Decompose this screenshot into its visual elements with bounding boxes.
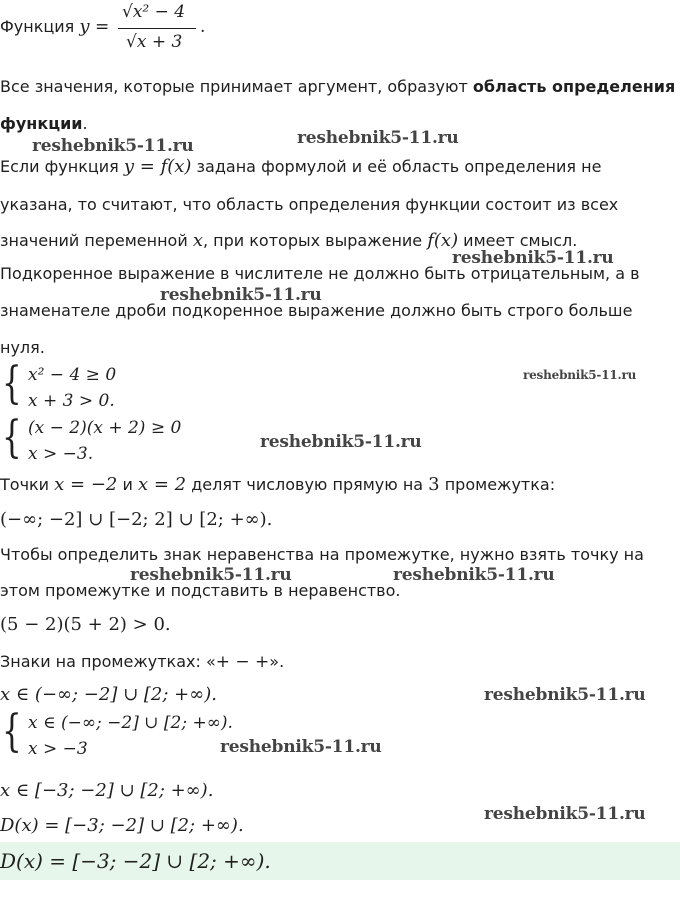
paragraph-6: знаменателе дроби подкоренное выражение должно быть строго больше	[0, 301, 633, 320]
system2-brace: {	[2, 706, 22, 757]
paragraph-1b	[0, 113, 88, 135]
fraction-bar	[118, 28, 196, 29]
paragraph-5: Подкоренное выражение в числителе не должно быть отрицательным, а в	[0, 264, 640, 283]
points-math3: 3	[428, 474, 440, 495]
paragraph-2	[0, 156, 601, 178]
intervals: (−∞; −2] ∪ [−2; 2] ∪ [2; +∞).	[0, 509, 273, 530]
solution-2: x ∈ [−3; −2] ∪ [2; +∞).	[0, 780, 214, 801]
system1-line1: x² − 4 ≥ 0	[28, 365, 117, 385]
signs-math: + − +	[215, 652, 270, 672]
system1-brace-bottom: {	[2, 412, 22, 463]
solution-1: x ∈ (−∞; −2] ∪ [2; +∞).	[0, 684, 217, 705]
points-text-c: делят числовую прямую на	[186, 475, 429, 494]
system1-brace-top: {	[2, 358, 22, 409]
p1-text: Все значения, которые принимает аргумент, образуют	[0, 77, 473, 96]
watermark: reshebnik5-11.ru	[32, 136, 194, 156]
system2-line1: x ∈ (−∞; −2] ∪ [2; +∞).	[28, 713, 233, 733]
watermark: reshebnik5-11.ru	[297, 128, 459, 148]
sign-text-1: Чтобы определить знак неравенства на промежутке, нужно взять точку на	[0, 545, 644, 564]
p1-bold2: функции	[0, 114, 83, 133]
paragraph-1	[0, 76, 675, 98]
signs-text-a: Знаки на промежутках: «	[0, 652, 216, 671]
p4-text-a: значений переменной	[0, 231, 193, 250]
test-inequality: (5 − 2)(5 + 2) > 0.	[0, 614, 171, 635]
watermark: reshebnik5-11.ru	[160, 285, 322, 305]
watermark: reshebnik5-11.ru	[484, 804, 646, 824]
points-sentence	[0, 474, 555, 496]
paragraph-3: указана, то считают, что область определения функции состоит из всех	[0, 195, 619, 214]
system2-line2: x > −3	[28, 739, 88, 759]
fraction-denominator: √x + 3	[126, 32, 183, 52]
paragraph-7: нуля.	[0, 338, 45, 357]
fraction-numerator: √x² − 4	[122, 2, 186, 22]
p4-math: x	[192, 230, 203, 251]
sign-text-2: этом промежутке и подставить в неравенство.	[0, 581, 401, 600]
watermark: reshebnik5-11.ru	[260, 432, 422, 452]
watermark: reshebnik5-11.ru	[220, 737, 382, 757]
p1-bold: область определения	[472, 77, 676, 96]
signs-line	[0, 651, 284, 673]
system1-line2: x + 3 > 0.	[28, 391, 115, 411]
heading-fraction	[118, 0, 204, 56]
watermark: reshebnik5-11.ru	[130, 565, 292, 585]
points-text-d: промежутка:	[439, 475, 556, 494]
heading-period: .	[200, 17, 206, 37]
p2-text-b: задана формулой и её область определения не	[191, 157, 602, 176]
signs-text-b: ».	[269, 652, 285, 671]
heading-y: y	[79, 16, 90, 37]
system1-line3: (x − 2)(x + 2) ≥ 0	[28, 418, 182, 438]
watermark: reshebnik5-11.ru	[484, 685, 646, 705]
heading-eq: =	[89, 17, 110, 37]
points-math1: x = −2	[54, 474, 118, 495]
system1-line4: x > −3.	[28, 444, 94, 464]
p1-end: .	[82, 114, 88, 133]
answer-text: D(x) = [−3; −2] ∪ [2; +∞).	[0, 849, 271, 873]
p4-text-c: имеет смысл.	[458, 231, 578, 250]
heading	[0, 16, 109, 38]
points-text-b: и	[117, 475, 138, 494]
p2-text-a: Если функция	[0, 157, 124, 176]
points-text-a: Точки	[0, 475, 55, 494]
watermark: reshebnik5-11.ru	[452, 248, 614, 268]
p4-text-b: , при которых выражение	[202, 231, 428, 250]
p4-math2: f(x)	[427, 230, 459, 251]
domain-result: D(x) = [−3; −2] ∪ [2; +∞).	[0, 815, 244, 836]
p2-math: y = f(x)	[123, 156, 192, 177]
watermark: reshebnik5-11.ru	[523, 368, 637, 382]
watermark: reshebnik5-11.ru	[393, 565, 555, 585]
heading-prefix: Функция	[0, 17, 80, 36]
points-math2: x = 2	[137, 474, 187, 495]
